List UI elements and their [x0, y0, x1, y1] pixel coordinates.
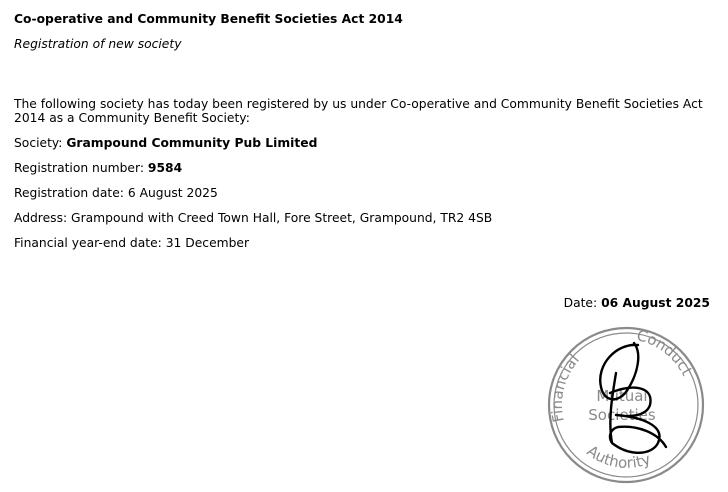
society-label: Society:: [14, 136, 63, 150]
seal-ring-text-right: Conduct: [634, 326, 697, 379]
year-end-label: Financial year-end date:: [14, 236, 162, 250]
date-label: Date:: [563, 296, 598, 310]
seal-ring-text-left: Financial: [547, 350, 583, 424]
address-value: Grampound with Creed Town Hall, Fore Street, Grampound, TR2 4SB: [71, 211, 493, 225]
document-date: [564, 296, 710, 310]
registration-number-label: Registration number:: [14, 161, 144, 175]
seal-ring-text-bottom: Authority: [583, 441, 653, 473]
registration-date-field: [14, 186, 218, 200]
registration-number-field: [14, 161, 182, 175]
document-title: Co-operative and Community Benefit Societies Act 2014: [14, 12, 403, 26]
intro-paragraph: The following society has today been registered by us under Co-operative and Community Benefit Societies Act 2014 as a Community Benefit Society:: [14, 97, 703, 125]
society-field: [14, 136, 317, 150]
registration-number-value: 9584: [147, 161, 183, 175]
fca-seal-stamp: [546, 325, 706, 485]
seal-center-line2: Societies: [588, 406, 656, 424]
year-end-value: 31 December: [165, 236, 250, 250]
seal-center-line1: Mutual: [596, 387, 648, 405]
seal-graphic: [546, 325, 706, 485]
society-name: Grampound Community Pub Limited: [66, 136, 318, 150]
address-label: Address:: [14, 211, 68, 225]
year-end-field: [14, 236, 249, 250]
registration-date-value: 6 August 2025: [127, 186, 218, 200]
date-value: 06 August 2025: [601, 296, 710, 310]
registration-date-label: Registration date:: [14, 186, 124, 200]
document-subtitle: Registration of new society: [14, 37, 182, 51]
address-field: [14, 211, 492, 225]
